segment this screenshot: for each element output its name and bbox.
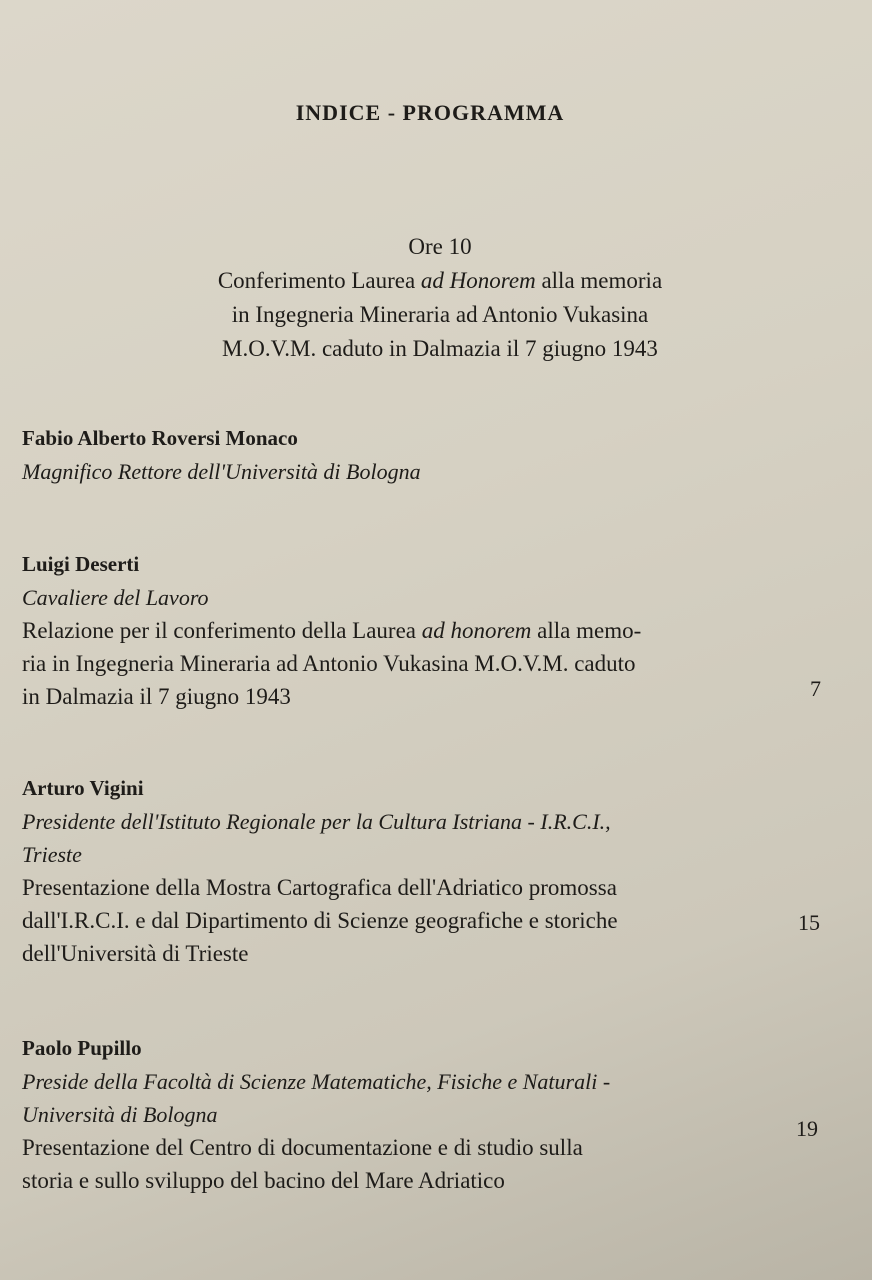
entry-vigini	[22, 772, 762, 970]
intro-line-3: M.O.V.M. caduto in Dalmazia il 7 giugno 1943	[222, 336, 658, 361]
entry-description-em: ad honorem	[421, 618, 532, 643]
page-number: 15	[798, 910, 820, 935]
intro-block	[60, 230, 820, 366]
entry-description-line: Presentazione della Mostra Cartografica dell'Adriatico promossa	[22, 875, 617, 900]
intro-time: Ore 10	[408, 234, 472, 259]
entry-name: Fabio Alberto Roversi Monaco	[22, 426, 298, 450]
entry-name: Luigi Deserti	[22, 552, 140, 576]
entry-role: Trieste	[22, 842, 82, 867]
entry-description-pre: Relazione per il conferimento della Laurea	[22, 618, 422, 643]
entry-name: Paolo Pupillo	[22, 1036, 142, 1060]
intro-line-1-em: ad Honorem	[420, 268, 536, 293]
intro-line-1-pre: Conferimento Laurea	[217, 268, 421, 293]
entry-description-line: ria in Ingegneria Mineraria ad Antonio Vukasina M.O.V.M. caduto	[22, 651, 636, 676]
entry-name: Arturo Vigini	[22, 776, 144, 800]
page-title: INDICE - PROGRAMMA	[295, 100, 565, 125]
entry-role: Preside della Facoltà di Scienze Matematiche, Fisiche e Naturali -	[22, 1069, 611, 1094]
entry-deserti	[22, 548, 762, 713]
entry-description-line	[22, 614, 762, 647]
page-number: 19	[796, 1116, 818, 1141]
entry-roversi-monaco	[22, 422, 762, 488]
intro-line-1-post: alla memoria	[535, 268, 663, 293]
entry-role: Magnifico Rettore dell'Università di Bologna	[22, 459, 421, 484]
intro-line-2: in Ingegneria Mineraria ad Antonio Vukasina	[231, 302, 649, 327]
entry-description-line: dell'Università di Trieste	[22, 941, 249, 966]
page-number: 7	[810, 676, 821, 701]
entry-description-line: dall'I.R.C.I. e dal Dipartimento di Scienze geografiche e storiche	[22, 908, 618, 933]
entry-pupillo	[22, 1032, 762, 1197]
intro-line-1	[60, 264, 820, 298]
entry-role: Università di Bologna	[22, 1102, 218, 1127]
entry-description-line: storia e sullo sviluppo del bacino del Mare Adriatico	[22, 1168, 505, 1193]
entry-role: Cavaliere del Lavoro	[22, 585, 209, 610]
entry-description-line: in Dalmazia il 7 giugno 1943	[22, 684, 291, 709]
entry-description-line: Presentazione del Centro di documentazione e di studio sulla	[22, 1135, 583, 1160]
entry-role: Presidente dell'Istituto Regionale per la Cultura Istriana - I.R.C.I.,	[22, 809, 611, 834]
entry-description-post: alla memo-	[531, 618, 642, 643]
